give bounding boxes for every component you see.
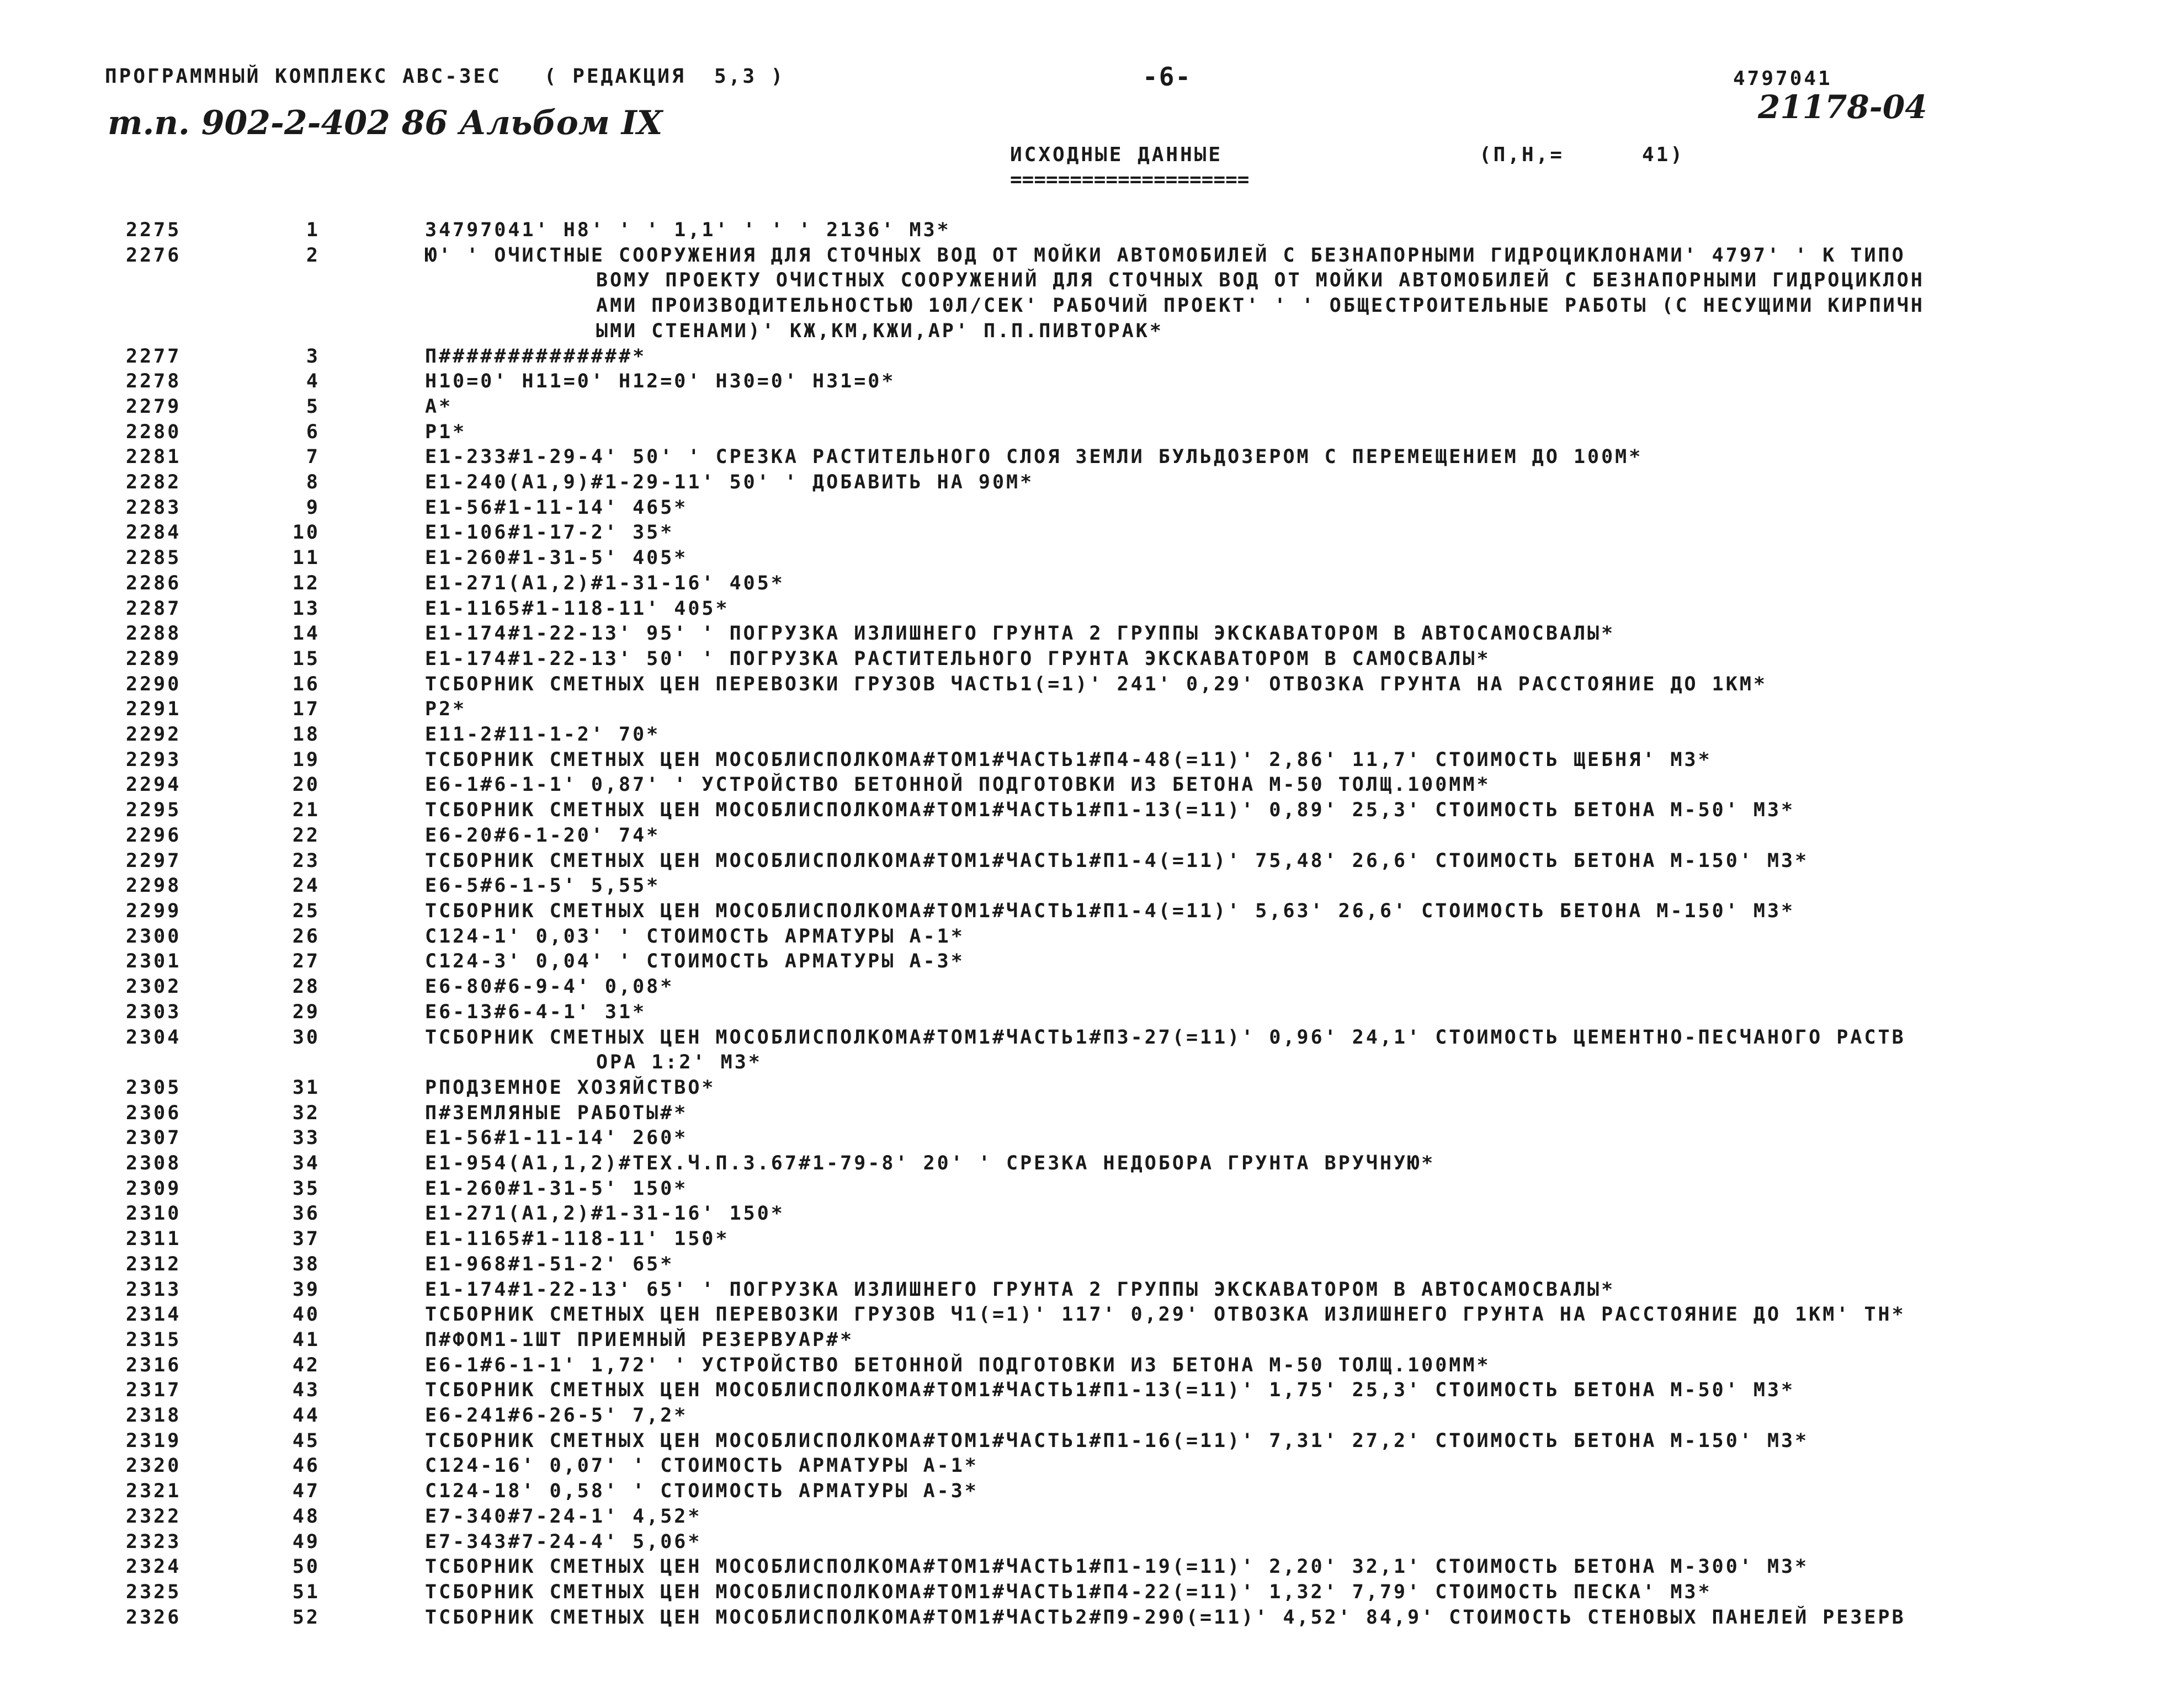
sequence-number: 49 <box>292 1530 320 1553</box>
record-text-line: ТСБОРНИК СМЕТНЫХ ЦЕН МОСОБЛИСПОЛКОМА#ТОМ1#ЧАСТЬ1#П4-22(=11)' 1,32' 7,79' СТОИМОСТЬ ПЕСКА' М3* <box>425 1581 1712 1603</box>
line-number: 2276 <box>126 244 182 267</box>
record-text <box>425 470 2081 496</box>
line-number: 2320 <box>126 1455 182 1477</box>
record-text <box>425 1605 2081 1631</box>
record-text-line: Е7-340#7-24-1' 4,52* <box>425 1505 702 1528</box>
record-text-line: 34797041' Н8' ' ' 1,1' ' ' ' 2136' М3* <box>425 219 951 241</box>
record-text-line: Е1-233#1-29-4' 50' ' СРЕЗКА РАСТИТЕЛЬНОГО СЛОЯ ЗЕМЛИ БУЛЬДОЗЕРОМ С ПЕРЕМЕЩЕНИЕМ ДО 100М* <box>425 446 1643 469</box>
listing-row <box>0 520 2184 546</box>
record-text-line: Ю' ' ОЧИСТНЫЕ СООРУЖЕНИЯ ДЛЯ СТОЧНЫХ ВОД ОТ МОЙКИ АВТОМОБИЛЕЙ С БЕЗНАПОРНЫМИ ГИДРОЦИКЛОНАМИ' 4797' ' К ТИПО <box>425 244 1906 267</box>
line-number: 2314 <box>126 1304 182 1326</box>
record-text-line: С124-3' 0,04' ' СТОИМОСТЬ АРМАТУРЫ А-3* <box>425 950 965 973</box>
sequence-number: 52 <box>292 1606 320 1629</box>
record-continuation-line: АМИ ПРОИЗВОДИТЕЛЬНОСТЬЮ 10Л/СЕК' РАБОЧИЙ ПРОЕКТ' ' ' ОБЩЕСТРОИТЕЛЬНЫЕ РАБОТЫ (С НЕСУЩИМИ КИРПИЧН <box>596 295 1925 317</box>
sequence-number: 39 <box>292 1278 320 1301</box>
line-number: 2315 <box>126 1328 182 1351</box>
sequence-number: 7 <box>306 446 320 469</box>
line-number: 2288 <box>126 623 182 645</box>
sequence-number: 40 <box>292 1304 320 1326</box>
listing-row <box>0 697 2184 722</box>
record-text <box>425 218 2081 243</box>
sequence-number: 34 <box>292 1152 320 1175</box>
line-number: 2291 <box>126 698 182 721</box>
listing-row <box>0 1479 2184 1504</box>
line-number: 2278 <box>126 370 182 393</box>
listing-row <box>0 1076 2184 1101</box>
sequence-number: 2 <box>306 244 320 267</box>
line-number: 2283 <box>126 496 182 519</box>
listing-row <box>0 899 2184 924</box>
listing-row <box>0 1000 2184 1025</box>
sequence-number: 44 <box>292 1405 320 1427</box>
record-text <box>425 1000 2081 1025</box>
listing-row <box>0 924 2184 950</box>
handwritten-album-reference: т.п. 902-2-402 86 Альбом IX <box>108 104 663 142</box>
record-text <box>425 1126 2081 1151</box>
sequence-number: 41 <box>292 1328 320 1351</box>
record-text-line: Е1-968#1-51-2' 65* <box>425 1253 674 1275</box>
program-header: ПРОГРАММНЫЙ КОМПЛЕКС АВС-3ЕС ( РЕДАКЦИЯ 5,3 ) <box>105 65 785 88</box>
record-text <box>425 1580 2081 1605</box>
listing-row <box>0 1429 2184 1454</box>
record-text <box>425 1278 2081 1303</box>
record-text-line: С124-1' 0,03' ' СТОИМОСТЬ АРМАТУРЫ А-1* <box>425 925 965 948</box>
record-text <box>425 647 2081 672</box>
sequence-number: 21 <box>292 799 320 822</box>
listing-row <box>0 496 2184 521</box>
sequence-number: 22 <box>292 824 320 847</box>
record-text <box>425 1555 2081 1580</box>
line-number: 2302 <box>126 976 182 998</box>
record-text <box>425 1328 2081 1353</box>
listing-row <box>0 1378 2184 1403</box>
record-text <box>425 546 2081 571</box>
line-number: 2310 <box>126 1203 182 1225</box>
record-text-line: ТСБОРНИК СМЕТНЫХ ЦЕН МОСОБЛИСПОЛКОМА#ТОМ1#ЧАСТЬ1#П1-4(=11)' 5,63' 26,6' СТОИМОСТЬ БЕТОНА М-150' М3* <box>425 900 1795 922</box>
sequence-number: 30 <box>292 1026 320 1049</box>
line-number: 2307 <box>126 1127 182 1150</box>
sequence-number: 48 <box>292 1505 320 1528</box>
listing-row <box>0 369 2184 395</box>
listing-row <box>0 1025 2184 1076</box>
record-text <box>425 520 2081 546</box>
line-number: 2304 <box>126 1026 182 1049</box>
record-text-line: ТСБОРНИК СМЕТНЫХ ЦЕН МОСОБЛИСПОЛКОМА#ТОМ1#ЧАСТЬ1#П1-13(=11)' 1,75' 25,3' СТОИМОСТЬ БЕТОНА М-50' М3* <box>425 1379 1795 1402</box>
record-text <box>425 849 2081 874</box>
record-text-line: Н10=0' Н11=0' Н12=0' Н30=0' Н31=0* <box>425 370 896 393</box>
listing-row <box>0 1126 2184 1151</box>
record-text <box>425 1403 2081 1429</box>
sequence-number: 9 <box>306 496 320 519</box>
sequence-number: 23 <box>292 849 320 872</box>
record-text <box>425 1227 2081 1252</box>
line-number: 2323 <box>126 1530 182 1553</box>
record-text-line: Е6-241#6-26-5' 7,2* <box>425 1405 688 1427</box>
line-number: 2326 <box>126 1606 182 1629</box>
input-data-listing <box>0 218 2184 1630</box>
line-number: 2289 <box>126 647 182 670</box>
line-number: 2309 <box>126 1177 182 1200</box>
listing-row <box>0 823 2184 849</box>
sequence-number: 28 <box>292 976 320 998</box>
line-number: 2282 <box>126 471 182 494</box>
record-text-line: Е6-13#6-4-1' 31* <box>425 1001 647 1023</box>
record-text-line: Е1-1165#1-118-11' 150* <box>425 1228 730 1251</box>
listing-row <box>0 420 2184 445</box>
sequence-number: 47 <box>292 1480 320 1503</box>
record-text-line: Е6-5#6-1-5' 5,55* <box>425 875 661 897</box>
record-text-line: Е1-1165#1-118-11' 405* <box>425 597 730 620</box>
line-number: 2281 <box>126 446 182 469</box>
record-text <box>425 1353 2081 1379</box>
record-text <box>425 496 2081 521</box>
record-text-line: Р1* <box>425 421 467 443</box>
record-text <box>425 1151 2081 1177</box>
listing-row <box>0 798 2184 823</box>
sequence-number: 35 <box>292 1177 320 1200</box>
line-number: 2285 <box>126 547 182 570</box>
listing-row <box>0 621 2184 647</box>
line-number: 2290 <box>126 673 182 695</box>
record-text-line: Е1-271(А1,2)#1-31-16' 405* <box>425 572 785 594</box>
listing-row <box>0 1252 2184 1278</box>
sequence-number: 11 <box>292 547 320 570</box>
record-text-line: Е1-56#1-11-14' 465* <box>425 496 688 519</box>
line-number: 2279 <box>126 395 182 418</box>
sequence-number: 6 <box>306 421 320 443</box>
record-text-line: ТСБОРНИК СМЕТНЫХ ЦЕН ПЕРЕВОЗКИ ГРУЗОВ ЧАСТЬ1(=1)' 241' 0,29' ОТВОЗКА ГРУНТА НА РАССТОЯНИЕ ДО 1КМ* <box>425 673 1767 695</box>
record-text <box>425 420 2081 445</box>
line-number: 2318 <box>126 1405 182 1427</box>
line-number: 2316 <box>126 1354 182 1376</box>
record-continuation-line: ВОМУ ПРОЕКТУ ОЧИСТНЫХ СООРУЖЕНИЙ ДЛЯ СТОЧНЫХ ВОД ОТ МОЙКИ АВТОМОБИЛЕЙ С БЕЗНАПОРНЫМИ ГИДРОЦИКЛОН <box>596 269 1925 292</box>
line-number: 2300 <box>126 925 182 948</box>
page-number: -6- <box>1143 62 1192 92</box>
listing-row <box>0 1101 2184 1126</box>
record-continuation-line: ЫМИ СТЕНАМИ)' КЖ,КМ,КЖИ,АР' П.П.ПИВТОРАК* <box>596 320 1163 342</box>
record-text <box>425 773 2081 798</box>
record-text-line: Е1-174#1-22-13' 65' ' ПОГРУЗКА ИЗЛИШНЕГО ГРУНТА 2 ГРУППЫ ЭКСКАВАТОРОМ В АВТОСАМОСВАЛЫ* <box>425 1278 1616 1301</box>
sequence-number: 45 <box>292 1429 320 1452</box>
listing-row <box>0 546 2184 571</box>
record-text <box>425 874 2081 899</box>
record-text-line: ТСБОРНИК СМЕТНЫХ ЦЕН МОСОБЛИСПОЛКОМА#ТОМ1#ЧАСТЬ1#П1-4(=11)' 75,48' 26,6' СТОИМОСТЬ БЕТОНА М-150' М3* <box>425 849 1809 872</box>
record-text <box>425 949 2081 975</box>
line-number: 2286 <box>126 572 182 594</box>
sequence-number: 42 <box>292 1354 320 1376</box>
record-text <box>425 344 2081 370</box>
record-text <box>425 621 2081 647</box>
sequence-number: 38 <box>292 1253 320 1275</box>
line-number: 2312 <box>126 1253 182 1275</box>
listing-row <box>0 243 2184 344</box>
record-text-line: П#ЗЕМЛЯНЫЕ РАБОТЫ#* <box>425 1102 688 1124</box>
listing-row <box>0 773 2184 798</box>
record-text-line: ТСБОРНИК СМЕТНЫХ ЦЕН МОСОБЛИСПОЛКОМА#ТОМ1#ЧАСТЬ1#П4-48(=11)' 2,86' 11,7' СТОИМОСТЬ ЩЕБНЯ' М3* <box>425 748 1712 771</box>
line-number: 2321 <box>126 1480 182 1503</box>
record-text-line: П##############* <box>425 345 647 368</box>
sequence-number: 37 <box>292 1228 320 1251</box>
sequence-number: 20 <box>292 774 320 796</box>
listing-row <box>0 1555 2184 1580</box>
line-number: 2277 <box>126 345 182 368</box>
listing-row <box>0 1227 2184 1252</box>
listing-row <box>0 445 2184 470</box>
record-text <box>425 924 2081 950</box>
line-number: 2303 <box>126 1001 182 1023</box>
record-text <box>425 1076 2081 1101</box>
record-text-line: Е1-954(А1,1,2)#ТЕХ.Ч.П.3.67#1-79-8' 20' ' СРЕЗКА НЕДОБОРА ГРУНТА ВРУЧНУЮ* <box>425 1152 1436 1175</box>
document-number: 4797041 <box>1733 67 1832 90</box>
record-text-line: ТСБОРНИК СМЕТНЫХ ЦЕН МОСОБЛИСПОЛКОМА#ТОМ1#ЧАСТЬ1#П3-27(=11)' 0,96' 24,1' СТОИМОСТЬ ЦЕМЕНТНО-ПЕСЧАНОГО РАСТВ <box>425 1026 1906 1049</box>
record-text <box>425 672 2081 698</box>
record-text <box>425 1177 2081 1202</box>
sequence-number: 26 <box>292 925 320 948</box>
record-text <box>425 571 2081 597</box>
record-text <box>425 1378 2081 1403</box>
line-number: 2325 <box>126 1581 182 1603</box>
listing-row <box>0 672 2184 698</box>
record-text <box>425 1302 2081 1328</box>
listing-row <box>0 344 2184 370</box>
sequence-number: 31 <box>292 1076 320 1099</box>
record-text-line: С124-18' 0,58' ' СТОИМОСТЬ АРМАТУРЫ А-3* <box>425 1480 979 1503</box>
line-number: 2306 <box>126 1102 182 1124</box>
sequence-number: 27 <box>292 950 320 973</box>
listing-row <box>0 975 2184 1000</box>
line-number: 2298 <box>126 875 182 897</box>
line-number: 2301 <box>126 950 182 973</box>
line-number: 2305 <box>126 1076 182 1099</box>
record-text-line: С124-16' 0,07' ' СТОИМОСТЬ АРМАТУРЫ А-1* <box>425 1455 979 1477</box>
sequence-number: 51 <box>292 1581 320 1603</box>
listing-row <box>0 571 2184 597</box>
record-text-line: Е6-80#6-9-4' 0,08* <box>425 976 674 998</box>
listing-row <box>0 949 2184 975</box>
record-text-line: Е1-240(А1,9)#1-29-11' 50' ' ДОБАВИТЬ НА 90М* <box>425 471 1034 494</box>
sequence-number: 1 <box>306 219 320 241</box>
record-text-line: Е6-1#6-1-1' 0,87' ' УСТРОЙСТВО БЕТОННОЙ ПОДГОТОВКИ ИЗ БЕТОНА М-50 ТОЛЩ.100ММ* <box>425 774 1491 796</box>
sequence-number: 5 <box>306 395 320 418</box>
line-number: 2293 <box>126 748 182 771</box>
handwritten-code: 21178-04 <box>1758 88 1927 126</box>
listing-row <box>0 722 2184 748</box>
sequence-number: 50 <box>292 1556 320 1578</box>
listing-row <box>0 748 2184 773</box>
record-text <box>425 1025 2081 1076</box>
record-text <box>425 1429 2081 1454</box>
record-text <box>425 1252 2081 1278</box>
line-number: 2275 <box>126 219 182 241</box>
listing-row <box>0 874 2184 899</box>
line-number: 2299 <box>126 900 182 922</box>
listing-row <box>0 1302 2184 1328</box>
record-text-line: Е1-174#1-22-13' 50' ' ПОГРУЗКА РАСТИТЕЛЬНОГО ГРУНТА ЭКСКАВАТОРОМ В САМОСВАЛЫ* <box>425 647 1491 670</box>
record-text-line: Е7-343#7-24-4' 5,06* <box>425 1530 702 1553</box>
listing-row <box>0 1454 2184 1479</box>
sequence-number: 4 <box>306 370 320 393</box>
listing-row <box>0 1353 2184 1379</box>
line-number: 2297 <box>126 849 182 872</box>
sequence-number: 36 <box>292 1203 320 1225</box>
record-text-line: Е1-106#1-17-2' 35* <box>425 522 674 544</box>
record-text-line: Е1-174#1-22-13' 95' ' ПОГРУЗКА ИЗЛИШНЕГО ГРУНТА 2 ГРУППЫ ЭКСКАВАТОРОМ В АВТОСАМОСВАЛЫ* <box>425 623 1616 645</box>
listing-row <box>0 1580 2184 1605</box>
listing-row <box>0 1504 2184 1530</box>
listing-row <box>0 395 2184 420</box>
listing-row <box>0 1151 2184 1177</box>
parameter-label: (П,Н,= <box>1479 143 1565 166</box>
sequence-number: 19 <box>292 748 320 771</box>
line-number: 2296 <box>126 824 182 847</box>
sequence-number: 25 <box>292 900 320 922</box>
line-number: 2308 <box>126 1152 182 1175</box>
listing-row <box>0 470 2184 496</box>
line-number: 2313 <box>126 1278 182 1301</box>
sequence-number: 15 <box>292 647 320 670</box>
record-text-line: П#ФОМ1-1ШТ ПРИЕМНЫЙ РЕЗЕРВУАР#* <box>425 1328 854 1351</box>
sequence-number: 14 <box>292 623 320 645</box>
sequence-number: 12 <box>292 572 320 594</box>
record-text-line: Е6-1#6-1-1' 1,72' ' УСТРОЙСТВО БЕТОННОЙ ПОДГОТОВКИ ИЗ БЕТОНА М-50 ТОЛЩ.100ММ* <box>425 1354 1491 1376</box>
listing-row <box>0 1530 2184 1555</box>
section-title: ИСХОДНЫЕ ДАННЫЕ <box>1010 143 1223 166</box>
line-number: 2280 <box>126 421 182 443</box>
record-text-line: ТСБОРНИК СМЕТНЫХ ЦЕН МОСОБЛИСПОЛКОМА#ТОМ1#ЧАСТЬ1#П1-13(=11)' 0,89' 25,3' СТОИМОСТЬ БЕТОНА М-50' М3* <box>425 799 1795 822</box>
record-text-line: Р2* <box>425 698 467 721</box>
line-number: 2287 <box>126 597 182 620</box>
record-text <box>425 395 2081 420</box>
sequence-number: 8 <box>306 471 320 494</box>
record-text-line: ТСБОРНИК СМЕТНЫХ ЦЕН ПЕРЕВОЗКИ ГРУЗОВ Ч1(=1)' 117' 0,29' ОТВОЗКА ИЗЛИШНЕГО ГРУНТА НА РАССТОЯНИЕ ДО 1КМ' ТН* <box>425 1304 1906 1326</box>
record-text <box>425 1530 2081 1555</box>
record-text-line: Е1-271(А1,2)#1-31-16' 150* <box>425 1203 785 1225</box>
record-text <box>425 798 2081 823</box>
line-number: 2319 <box>126 1429 182 1452</box>
listing-row <box>0 1201 2184 1227</box>
listing-row <box>0 647 2184 672</box>
listing-row <box>0 1328 2184 1353</box>
line-number: 2317 <box>126 1379 182 1402</box>
line-number: 2294 <box>126 774 182 796</box>
record-text <box>425 1201 2081 1227</box>
record-text-line: Е1-56#1-11-14' 260* <box>425 1127 688 1150</box>
listing-row <box>0 218 2184 243</box>
listing-row <box>0 849 2184 874</box>
sequence-number: 33 <box>292 1127 320 1150</box>
record-text <box>425 823 2081 849</box>
sequence-number: 46 <box>292 1455 320 1477</box>
listing-row <box>0 1278 2184 1303</box>
record-text <box>425 748 2081 773</box>
record-continuation-line: ОРА 1:2' М3* <box>596 1051 762 1074</box>
record-text-line: Е6-20#6-1-20' 74* <box>425 824 661 847</box>
record-text <box>425 243 2081 344</box>
sequence-number: 3 <box>306 345 320 368</box>
line-number: 2322 <box>126 1505 182 1528</box>
listing-row <box>0 1177 2184 1202</box>
sequence-number: 16 <box>292 673 320 695</box>
sequence-number: 17 <box>292 698 320 721</box>
line-number: 2295 <box>126 799 182 822</box>
section-title-underline: ==================== <box>1010 168 1250 191</box>
record-text <box>425 597 2081 622</box>
sequence-number: 10 <box>292 522 320 544</box>
record-text-line: РПОДЗЕМНОЕ ХОЗЯЙСТВО* <box>425 1076 716 1099</box>
record-text <box>425 722 2081 748</box>
record-text <box>425 1479 2081 1504</box>
record-text <box>425 899 2081 924</box>
record-text <box>425 445 2081 470</box>
listing-row <box>0 1605 2184 1631</box>
sequence-number: 43 <box>292 1379 320 1402</box>
record-text <box>425 1101 2081 1126</box>
sequence-number: 18 <box>292 724 320 746</box>
record-text <box>425 369 2081 395</box>
sequence-number: 13 <box>292 597 320 620</box>
record-text-line: ТСБОРНИК СМЕТНЫХ ЦЕН МОСОБЛИСПОЛКОМА#ТОМ1#ЧАСТЬ1#П1-19(=11)' 2,20' 32,1' СТОИМОСТЬ БЕТОНА М-300' М3* <box>425 1556 1809 1578</box>
line-number: 2292 <box>126 724 182 746</box>
record-text <box>425 697 2081 722</box>
record-text-line: ТСБОРНИК СМЕТНЫХ ЦЕН МОСОБЛИСПОЛКОМА#ТОМ1#ЧАСТЬ2#П9-290(=11)' 4,52' 84,9' СТОИМОСТЬ СТЕНОВЫХ ПАНЕЛЕЙ РЕЗЕРВ <box>425 1606 1906 1629</box>
record-text-line: ТСБОРНИК СМЕТНЫХ ЦЕН МОСОБЛИСПОЛКОМА#ТОМ1#ЧАСТЬ1#П1-16(=11)' 7,31' 27,2' СТОИМОСТЬ БЕТОНА М-150' М3* <box>425 1429 1809 1452</box>
listing-row <box>0 597 2184 622</box>
parameter-value: 41) <box>1642 143 1685 166</box>
record-text <box>425 1454 2081 1479</box>
sequence-number: 32 <box>292 1102 320 1124</box>
listing-row <box>0 1403 2184 1429</box>
record-text-line: Е1-260#1-31-5' 405* <box>425 547 688 570</box>
record-text-line: Е11-2#11-1-2' 70* <box>425 724 661 746</box>
line-number: 2324 <box>126 1556 182 1578</box>
record-text-line: Е1-260#1-31-5' 150* <box>425 1177 688 1200</box>
line-number: 2284 <box>126 522 182 544</box>
sequence-number: 24 <box>292 875 320 897</box>
sequence-number: 29 <box>292 1001 320 1023</box>
record-text <box>425 975 2081 1000</box>
record-text <box>425 1504 2081 1530</box>
line-number: 2311 <box>126 1228 182 1251</box>
record-text-line: А* <box>425 395 453 418</box>
